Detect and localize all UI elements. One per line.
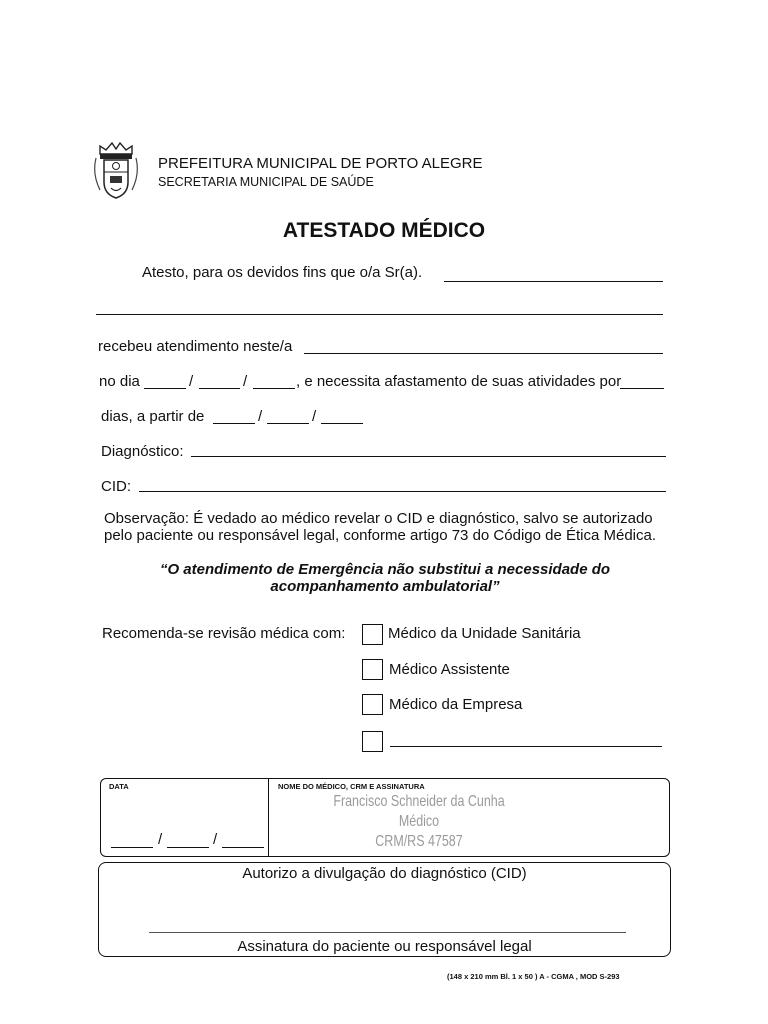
diagnostico-label: Diagnóstico: (101, 443, 184, 460)
day-field[interactable] (144, 388, 186, 389)
doctor-name: Francisco Schneider da Cunha (333, 793, 505, 810)
date-separator: / (158, 831, 163, 848)
patient-name-field[interactable] (444, 281, 663, 282)
authorization-text: Autorizo a divulgação do diagnóstico (CID) (242, 865, 527, 882)
option-unidade-sanitaria: Médico da Unidade Sanitária (388, 625, 581, 642)
date-separator: / (189, 373, 194, 390)
document-title: ATESTADO MÉDICO (282, 219, 486, 242)
sign-day-field[interactable] (111, 847, 153, 848)
diagnostico-field[interactable] (191, 456, 666, 457)
emergency-notice-line1: “O atendimento de Emergência não substitui a necessidade do (159, 561, 611, 578)
days-off-field[interactable] (620, 388, 664, 389)
date-separator: / (312, 408, 317, 425)
date-separator: / (213, 831, 218, 848)
emergency-notice-line2: acompanhamento ambulatorial” (270, 578, 500, 595)
checkbox-medico-empresa[interactable] (362, 694, 383, 715)
no-dia-label: no dia (99, 373, 140, 390)
municipal-coat-of-arms-icon (92, 140, 140, 202)
cid-label: CID: (101, 478, 131, 495)
doctor-label: NOME DO MÉDICO, CRM E ASSINATURA (278, 782, 425, 791)
facility-field[interactable] (304, 353, 663, 354)
doctor-stamp (269, 793, 569, 851)
checkbox-unidade-sanitaria[interactable] (362, 624, 383, 645)
form-code: (148 x 210 mm Bl. 1 x 50 ) A - CGMA , MOD S-293 (447, 972, 620, 981)
cid-field[interactable] (139, 491, 666, 492)
recebeu-label: recebeu atendimento neste/a (98, 338, 293, 355)
month-field[interactable] (199, 388, 240, 389)
sign-year-field[interactable] (222, 847, 264, 848)
checkbox-other[interactable] (362, 731, 383, 752)
signature-box (100, 778, 670, 857)
revisao-label: Recomenda-se revisão médica com: (102, 625, 346, 642)
dias-label: dias, a partir de (101, 408, 205, 425)
emergency-notice (120, 561, 650, 595)
atesto-label: Atesto, para os devidos fins que o/a Sr(a). (142, 264, 423, 281)
data-label: DATA (109, 782, 129, 791)
start-month-field[interactable] (267, 423, 309, 424)
org-department: SECRETARIA MUNICIPAL DE SAÚDE (158, 175, 374, 189)
checkbox-medico-assistente[interactable] (362, 659, 383, 680)
other-option-field[interactable] (390, 746, 662, 747)
date-separator: / (258, 408, 263, 425)
year-field[interactable] (253, 388, 295, 389)
authorization-box (98, 862, 671, 957)
start-day-field[interactable] (213, 423, 255, 424)
observation-text: Observação: É vedado ao médico revelar o CID e diagnóstico, salvo se autorizado pelo paciente ou responsável legal, conforme artigo 73 do Código de Ética Médica. (104, 510, 657, 544)
org-name: PREFEITURA MUNICIPAL DE PORTO ALEGRE (158, 155, 483, 172)
patient-signature-field[interactable] (149, 932, 626, 933)
doctor-title: Médico (398, 813, 440, 830)
patient-name-continuation-field[interactable] (96, 314, 663, 315)
option-medico-empresa: Médico da Empresa (389, 696, 523, 713)
afastamento-label: , e necessita afastamento de suas atividades por (296, 373, 622, 390)
option-medico-assistente: Médico Assistente (389, 661, 510, 678)
date-separator: / (243, 373, 248, 390)
doctor-crm: CRM/RS 47587 (375, 833, 463, 850)
start-year-field[interactable] (321, 423, 363, 424)
patient-signature-label: Assinatura do paciente ou responsável legal (237, 938, 532, 955)
sign-month-field[interactable] (167, 847, 209, 848)
